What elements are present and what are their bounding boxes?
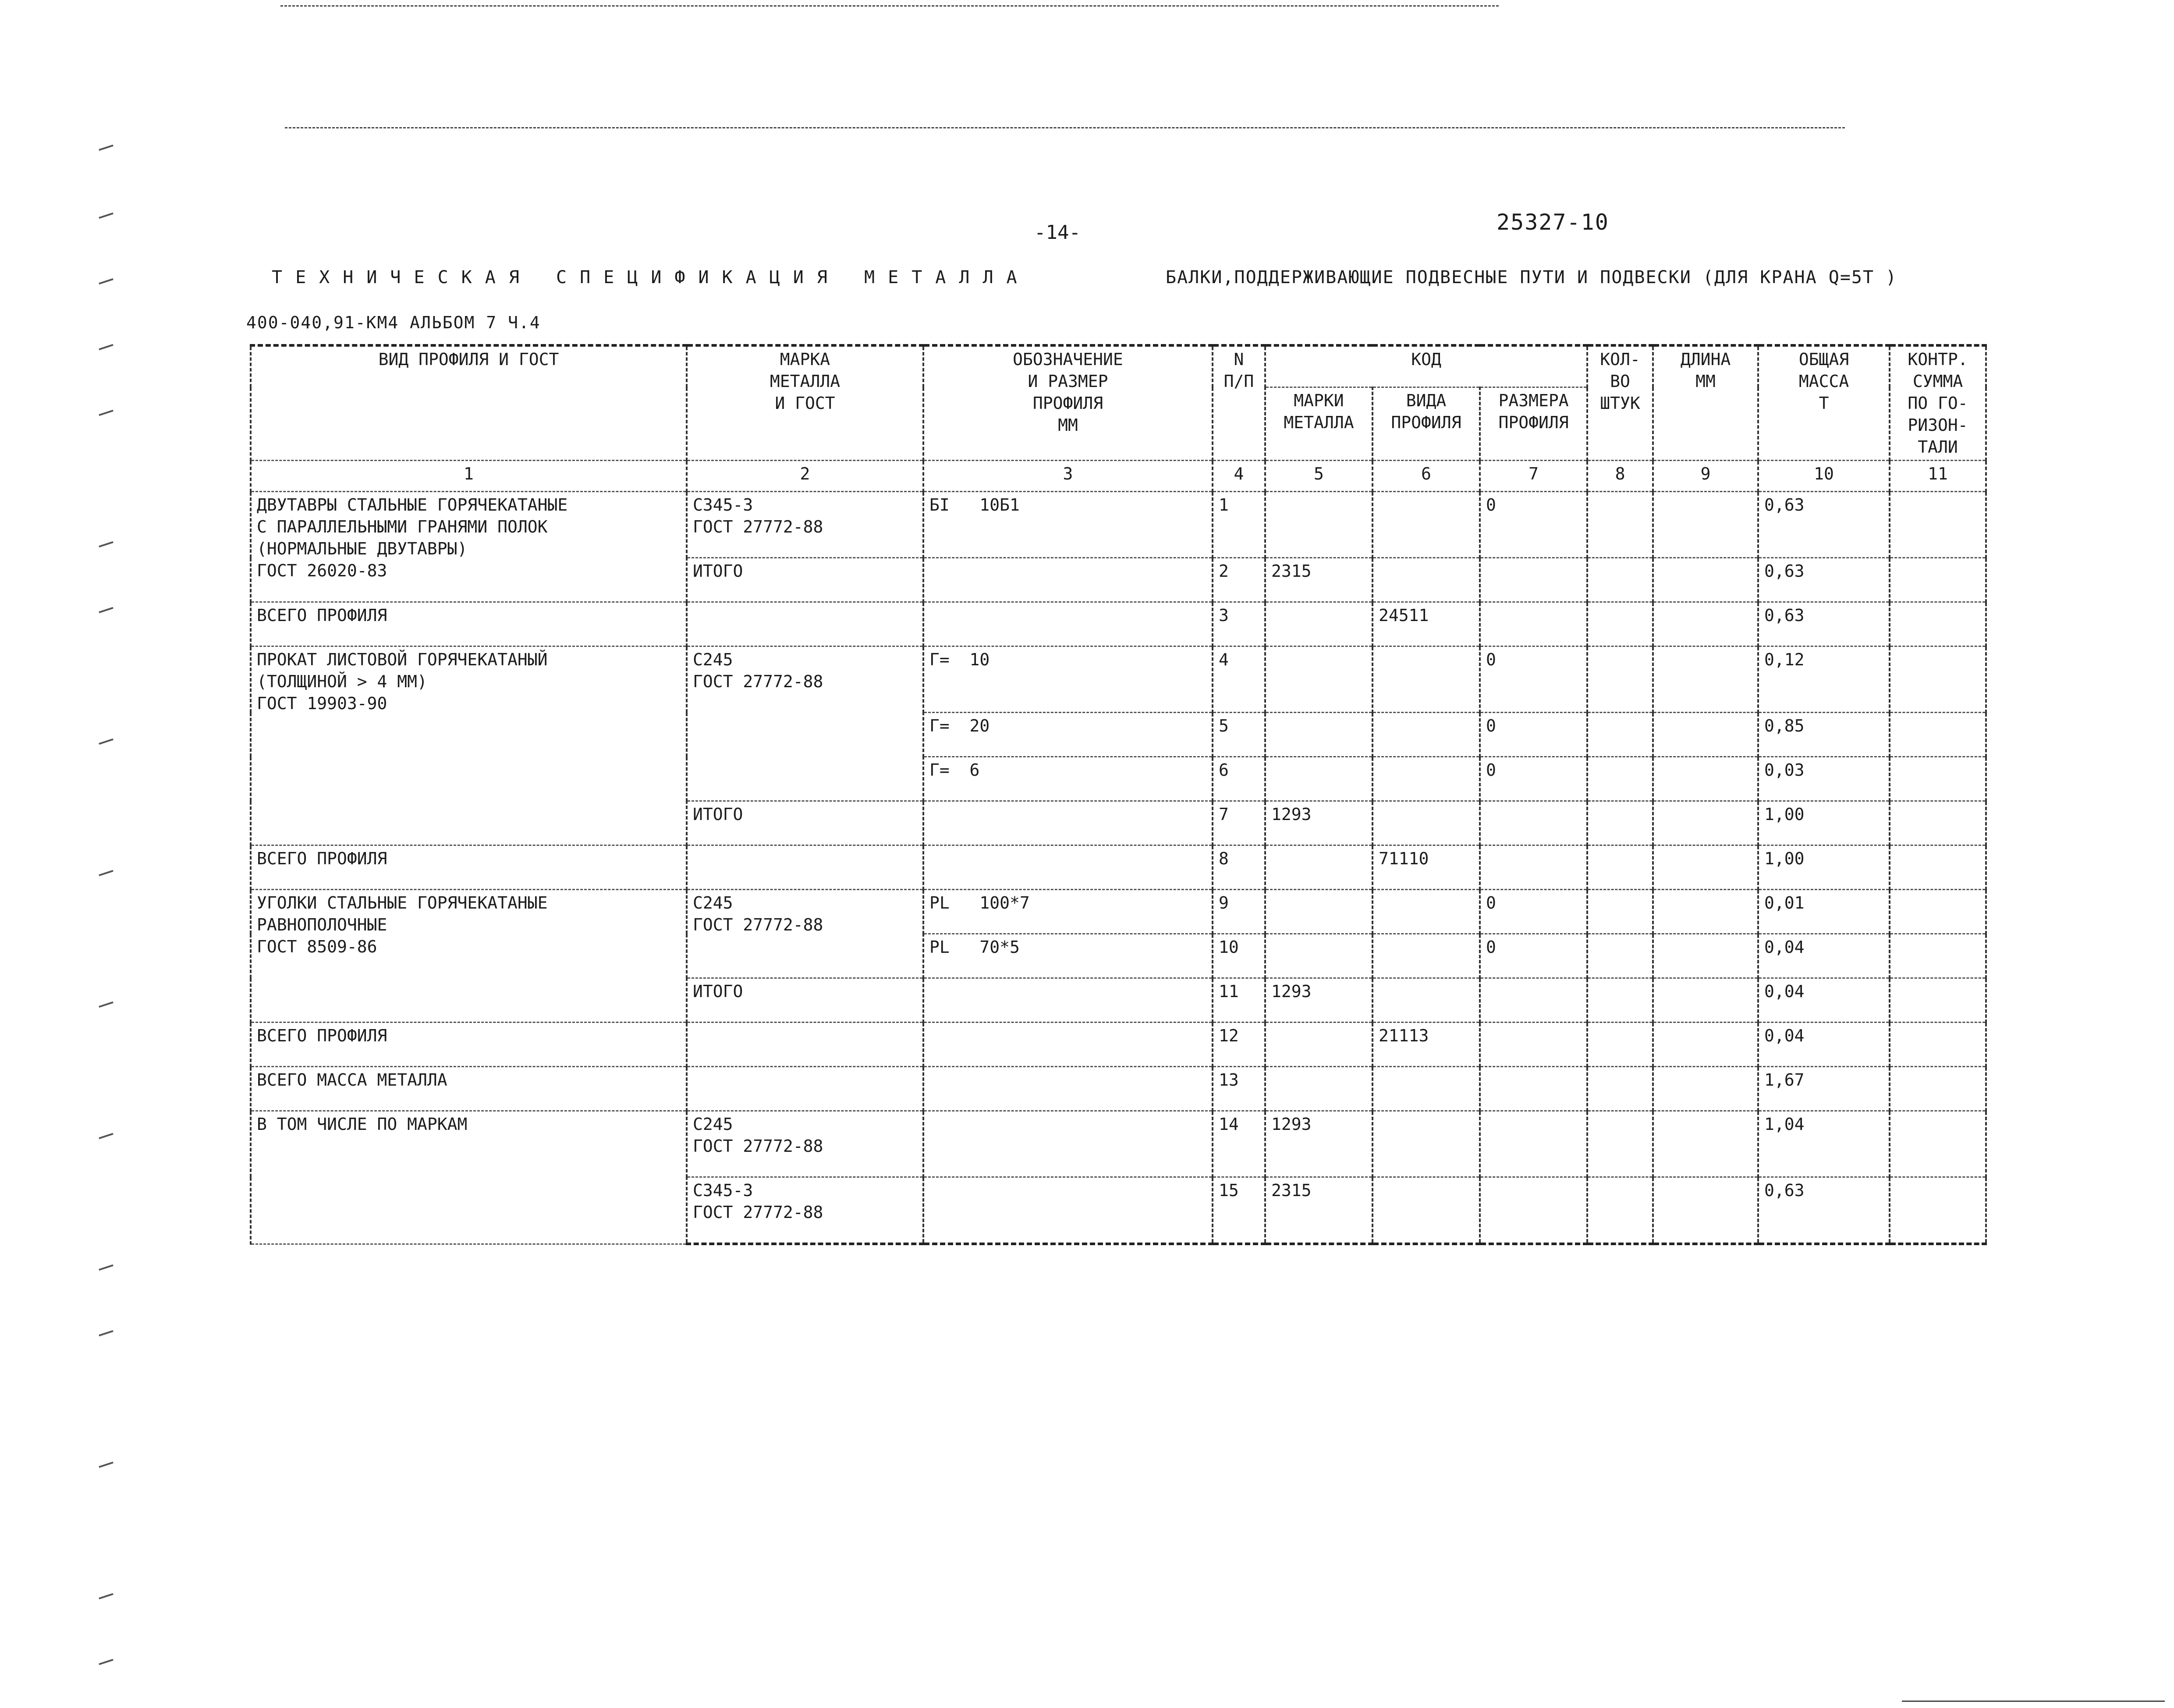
row-number-cell: 2 — [1213, 558, 1265, 602]
profile-size-cell: PL 100*7 — [923, 890, 1213, 934]
table-row — [251, 1023, 1986, 1067]
page-number: -14- — [1034, 221, 1081, 244]
header-code-metal-grade: МАРКИ МЕТАЛЛА — [1265, 387, 1372, 461]
code-size-cell — [1480, 1023, 1587, 1067]
header-control-sum: КОНТР. СУММА ПО ГО- РИЗОН- ТАЛИ — [1890, 345, 1986, 461]
code-profile-cell — [1372, 1067, 1480, 1111]
mass-cell: 0,04 — [1758, 978, 1890, 1023]
bottom-scan-rule — [1902, 1701, 2165, 1702]
code-metal-cell — [1265, 845, 1372, 890]
code-profile-cell — [1372, 713, 1480, 757]
profile-size-cell — [923, 602, 1213, 646]
column-number: 9 — [1653, 461, 1758, 492]
margin-tick — [99, 1264, 113, 1271]
row-number-cell: 8 — [1213, 845, 1265, 890]
code-metal-cell: 1293 — [1265, 1111, 1372, 1177]
margin-tick — [99, 1593, 113, 1599]
column-number: 3 — [923, 461, 1213, 492]
profile-size-cell: Г= 6 — [923, 757, 1213, 801]
table-row — [251, 646, 1986, 713]
profile-type-cell: ВСЕГО ПРОФИЛЯ — [251, 602, 687, 646]
mass-cell: 0,04 — [1758, 1023, 1890, 1067]
mass-cell: 0,63 — [1758, 1177, 1890, 1244]
row-number-cell: 12 — [1213, 1023, 1265, 1067]
row-number-cell: 15 — [1213, 1177, 1265, 1244]
margin-tick — [99, 1330, 113, 1336]
table-row — [251, 492, 1986, 558]
metal-grade-cell: С245 ГОСТ 27772-88 — [687, 646, 923, 801]
code-metal-cell — [1265, 934, 1372, 978]
row-number-cell: 5 — [1213, 713, 1265, 757]
profile-type-cell: В ТОМ ЧИСЛЕ ПО МАРКАМ — [251, 1111, 687, 1244]
margin-tick — [99, 344, 113, 350]
table-row — [251, 602, 1986, 646]
profile-size-cell — [923, 845, 1213, 890]
code-size-cell — [1480, 1111, 1587, 1177]
profile-size-cell: PL 70*5 — [923, 934, 1213, 978]
code-size-cell — [1480, 1177, 1587, 1244]
code-profile-cell — [1372, 978, 1480, 1023]
metal-grade-cell: ИТОГО — [687, 978, 923, 1023]
margin-tick — [99, 410, 113, 416]
row-number-cell: 14 — [1213, 1111, 1265, 1177]
column-number: 8 — [1587, 461, 1653, 492]
code-profile-cell: 24511 — [1372, 602, 1480, 646]
top-scan-rule-2 — [285, 127, 1845, 128]
margin-tick — [99, 278, 113, 284]
header-quantity: КОЛ- ВО ШТУК — [1587, 345, 1653, 461]
profile-type-cell: УГОЛКИ СТАЛЬНЫЕ ГОРЯЧЕКАТАНЫЕ РАВНОПОЛОЧНЫЕ ГОСТ 8509-86 — [251, 890, 687, 1023]
code-size-cell: 0 — [1480, 713, 1587, 757]
table-row — [251, 1111, 1986, 1177]
margin-tick — [99, 541, 113, 547]
metal-grade-cell — [687, 845, 923, 890]
code-size-cell: 0 — [1480, 757, 1587, 801]
mass-cell: 1,00 — [1758, 845, 1890, 890]
margin-tick — [99, 1001, 113, 1008]
column-number: 7 — [1480, 461, 1587, 492]
column-number: 10 — [1758, 461, 1890, 492]
metal-grade-cell: ИТОГО — [687, 801, 923, 845]
profile-size-cell: Г= 10 — [923, 646, 1213, 713]
metal-grade-cell: С245 ГОСТ 27772-88 — [687, 890, 923, 978]
profile-type-cell: ВСЕГО ПРОФИЛЯ — [251, 845, 687, 890]
profile-type-cell: ПРОКАТ ЛИСТОВОЙ ГОРЯЧЕКАТАНЫЙ (ТОЛЩИНОЙ > 4 ММ) ГОСТ 19903-90 — [251, 646, 687, 845]
margin-tick — [99, 870, 113, 876]
row-number-cell: 11 — [1213, 978, 1265, 1023]
profile-size-cell — [923, 801, 1213, 845]
column-number: 11 — [1890, 461, 1986, 492]
metal-grade-cell — [687, 602, 923, 646]
mass-cell: 0,01 — [1758, 890, 1890, 934]
mass-cell: 0,63 — [1758, 558, 1890, 602]
profile-type-cell: ДВУТАВРЫ СТАЛЬНЫЕ ГОРЯЧЕКАТАНЫЕ С ПАРАЛЛЕЛЬНЫМИ ГРАНЯМИ ПОЛОК (НОРМАЛЬНЫЕ ДВУТАВРЫ) ГОСТ 26020-83 — [251, 492, 687, 602]
metal-specification-table — [250, 344, 1987, 1245]
profile-size-cell — [923, 1023, 1213, 1067]
metal-grade-cell: С345-3 ГОСТ 27772-88 — [687, 1177, 923, 1244]
code-metal-cell: 1293 — [1265, 978, 1372, 1023]
metal-grade-cell: С245 ГОСТ 27772-88 — [687, 1111, 923, 1177]
header-code-profile-size: РАЗМЕРА ПРОФИЛЯ — [1480, 387, 1587, 461]
header-total-mass: ОБЩАЯ МАССА Т — [1758, 345, 1890, 461]
mass-cell: 0,63 — [1758, 602, 1890, 646]
code-size-cell — [1480, 978, 1587, 1023]
page-subtitle: БАЛКИ,ПОДДЕРЖИВАЮЩИЕ ПОДВЕСНЫЕ ПУТИ И ПОДВЕСКИ (ДЛЯ КРАНА Q=5Т ) — [1166, 267, 1897, 288]
header-code-profile-type: ВИДА ПРОФИЛЯ — [1372, 387, 1480, 461]
code-metal-cell — [1265, 890, 1372, 934]
document-code: 25327-10 — [1497, 210, 1609, 235]
metal-grade-cell — [687, 1023, 923, 1067]
code-metal-cell: 2315 — [1265, 558, 1372, 602]
mass-cell: 1,00 — [1758, 801, 1890, 845]
code-size-cell: 0 — [1480, 492, 1587, 558]
page-title: ТЕХНИЧЕСКАЯ СПЕЦИФИКАЦИЯ МЕТАЛЛА — [272, 267, 1030, 288]
profile-size-cell: БI 10Б1 — [923, 492, 1213, 558]
header-profile-designation: ОБОЗНАЧЕНИЕ И РАЗМЕР ПРОФИЛЯ ММ — [923, 345, 1213, 461]
mass-cell: 1,67 — [1758, 1067, 1890, 1111]
header-profile-type: ВИД ПРОФИЛЯ И ГОСТ — [251, 345, 687, 461]
margin-tick — [99, 145, 113, 151]
row-number-cell: 13 — [1213, 1067, 1265, 1111]
margin-tick — [99, 1659, 113, 1665]
code-size-cell — [1480, 1067, 1587, 1111]
profile-size-cell — [923, 978, 1213, 1023]
profile-size-cell — [923, 1177, 1213, 1244]
code-profile-cell — [1372, 1177, 1480, 1244]
header-code-group: КОД — [1265, 345, 1587, 387]
mass-cell: 0,85 — [1758, 713, 1890, 757]
code-profile-cell — [1372, 801, 1480, 845]
mass-cell: 0,63 — [1758, 492, 1890, 558]
margin-tick — [99, 213, 113, 219]
table-row — [251, 890, 1986, 934]
code-metal-cell: 2315 — [1265, 1177, 1372, 1244]
profile-type-cell: ВСЕГО МАССА МЕТАЛЛА — [251, 1067, 687, 1111]
metal-grade-cell — [687, 1067, 923, 1111]
code-metal-cell — [1265, 1023, 1372, 1067]
column-number: 2 — [687, 461, 923, 492]
top-scan-rule — [280, 5, 1499, 7]
profile-type-cell: ВСЕГО ПРОФИЛЯ — [251, 1023, 687, 1067]
metal-grade-cell: ИТОГО — [687, 558, 923, 602]
code-profile-cell — [1372, 646, 1480, 713]
header-metal-grade: МАРКА МЕТАЛЛА И ГОСТ — [687, 345, 923, 461]
profile-size-cell: Г= 20 — [923, 713, 1213, 757]
code-profile-cell: 71110 — [1372, 845, 1480, 890]
margin-tick — [99, 739, 113, 745]
profile-size-cell — [923, 1067, 1213, 1111]
code-metal-cell: 1293 — [1265, 801, 1372, 845]
row-number-cell: 4 — [1213, 646, 1265, 713]
row-number-cell: 9 — [1213, 890, 1265, 934]
profile-size-cell — [923, 558, 1213, 602]
mass-cell: 0,12 — [1758, 646, 1890, 713]
code-metal-cell — [1265, 646, 1372, 713]
row-number-cell: 6 — [1213, 757, 1265, 801]
metal-grade-cell: С345-3 ГОСТ 27772-88 — [687, 492, 923, 558]
mass-cell: 1,04 — [1758, 1111, 1890, 1177]
code-size-cell — [1480, 801, 1587, 845]
code-metal-cell — [1265, 757, 1372, 801]
table-row — [251, 845, 1986, 890]
code-size-cell: 0 — [1480, 646, 1587, 713]
code-profile-cell — [1372, 757, 1480, 801]
row-number-cell: 10 — [1213, 934, 1265, 978]
code-size-cell — [1480, 558, 1587, 602]
code-size-cell: 0 — [1480, 890, 1587, 934]
album-reference: 400-040,91-КМ4 АЛЬБОМ 7 Ч.4 — [246, 313, 541, 332]
margin-tick — [99, 607, 113, 613]
code-profile-cell — [1372, 558, 1480, 602]
margin-tick — [99, 1133, 113, 1139]
header-row-number: N П/П — [1213, 345, 1265, 461]
code-profile-cell — [1372, 890, 1480, 934]
table-row — [251, 1067, 1986, 1111]
column-number: 4 — [1213, 461, 1265, 492]
column-number: 1 — [251, 461, 687, 492]
column-number: 5 — [1265, 461, 1372, 492]
margin-tick — [99, 1462, 113, 1468]
code-profile-cell: 21113 — [1372, 1023, 1480, 1067]
mass-cell: 0,03 — [1758, 757, 1890, 801]
profile-size-cell — [923, 1111, 1213, 1177]
code-metal-cell — [1265, 492, 1372, 558]
code-metal-cell — [1265, 713, 1372, 757]
column-number: 6 — [1372, 461, 1480, 492]
code-size-cell: 0 — [1480, 934, 1587, 978]
header-length: ДЛИНА ММ — [1653, 345, 1758, 461]
code-size-cell — [1480, 845, 1587, 890]
code-size-cell — [1480, 602, 1587, 646]
row-number-cell: 1 — [1213, 492, 1265, 558]
row-number-cell: 7 — [1213, 801, 1265, 845]
mass-cell: 0,04 — [1758, 934, 1890, 978]
code-metal-cell — [1265, 602, 1372, 646]
code-metal-cell — [1265, 1067, 1372, 1111]
code-profile-cell — [1372, 492, 1480, 558]
row-number-cell: 3 — [1213, 602, 1265, 646]
code-profile-cell — [1372, 1111, 1480, 1177]
code-profile-cell — [1372, 934, 1480, 978]
